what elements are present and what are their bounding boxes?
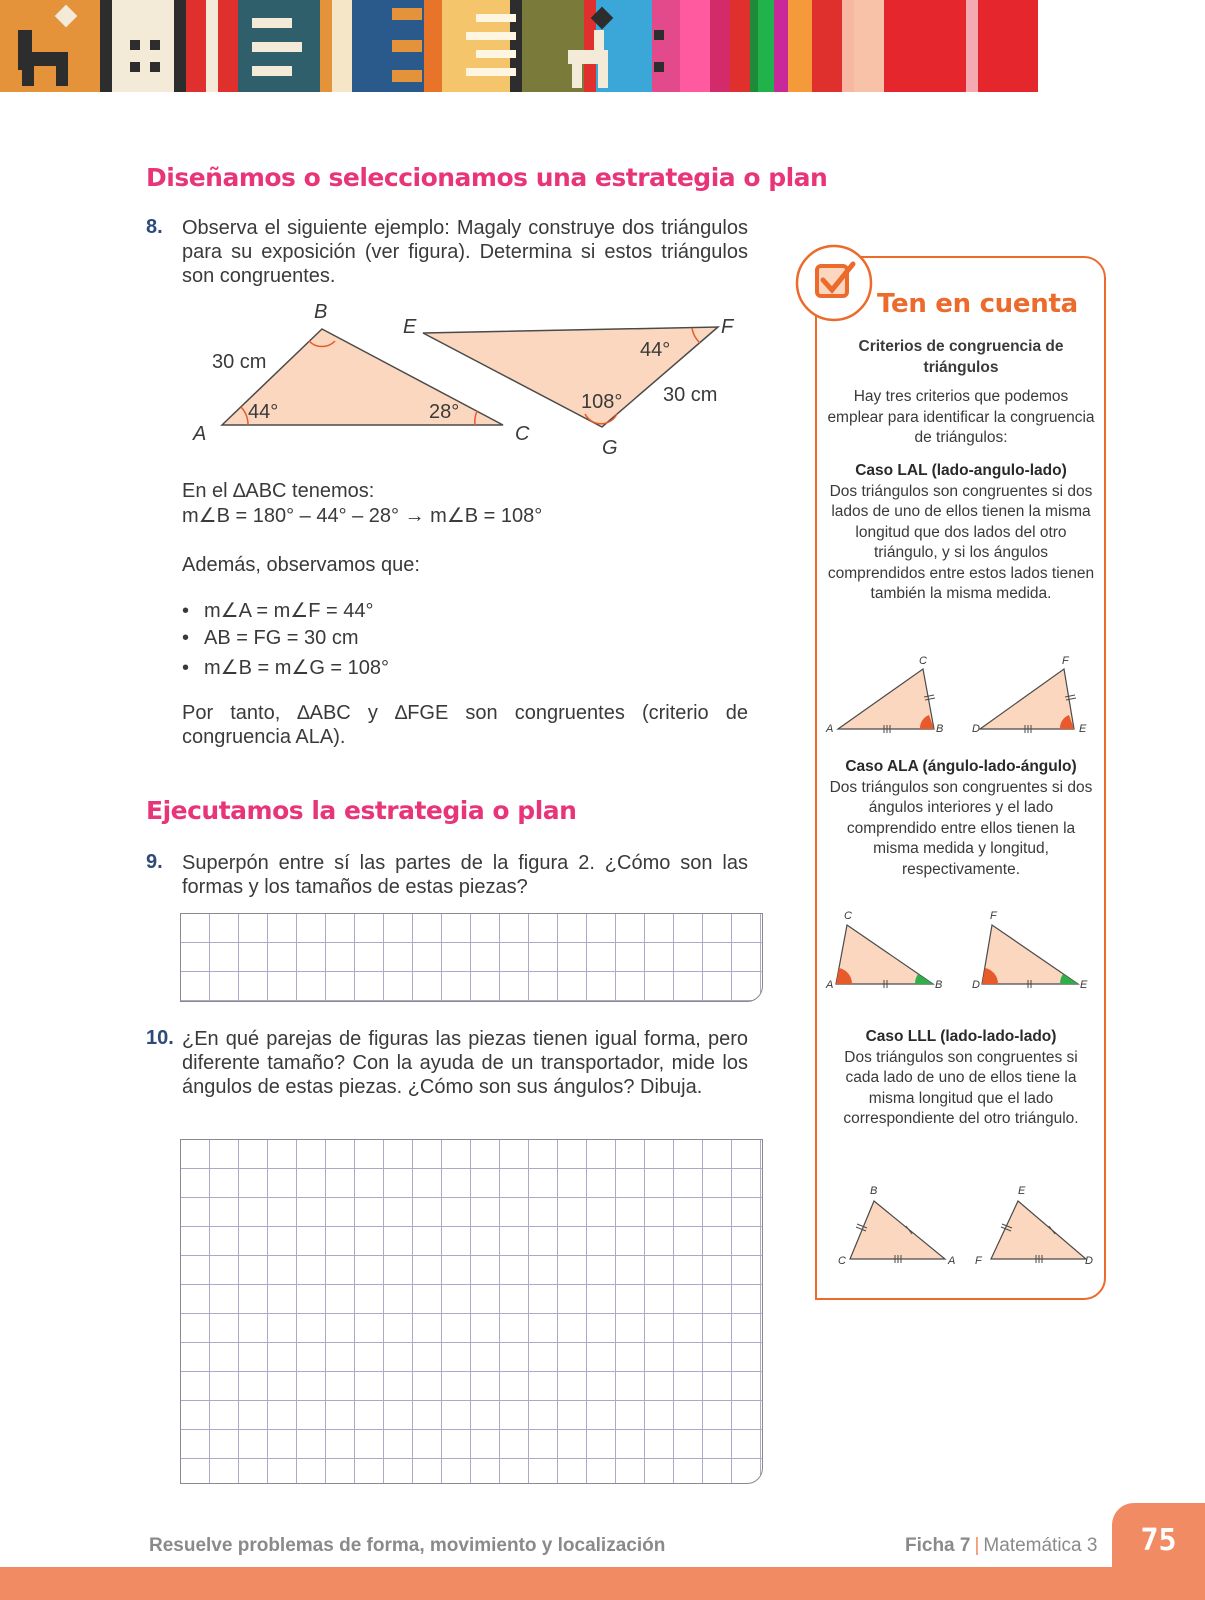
svg-text:B: B xyxy=(935,979,943,990)
sidebar-intro: Hay tres criterios que podemos emplear para identificar la congruencia de triángulos: xyxy=(827,388,1095,446)
page-number: 75 xyxy=(1140,1523,1177,1558)
svg-text:D: D xyxy=(1085,1255,1093,1267)
svg-text:C: C xyxy=(844,910,852,922)
case-lll xyxy=(826,1027,1096,1130)
side-label-fg: 30 cm xyxy=(663,384,718,406)
question-8-text: Observa el siguiente ejemplo: Magaly construye dos triángulos para su exposición (ver figura). Determina si estos triángulos son congruentes. xyxy=(182,217,748,287)
congruent-triangles-figure xyxy=(185,300,745,465)
svg-text:F: F xyxy=(990,910,997,922)
svg-text:C: C xyxy=(838,1255,846,1267)
banner-stripe xyxy=(966,0,978,92)
side-label-ab: 30 cm xyxy=(212,351,267,373)
section-heading-execute: Ejecutamos la estrategia o plan xyxy=(146,796,577,825)
banner-stripe xyxy=(730,0,750,92)
angle-label-a: 44° xyxy=(248,401,279,423)
footer-competency: Resuelve problemas de forma, movimiento y localización xyxy=(149,1535,666,1556)
banner-stripe xyxy=(758,0,774,92)
svg-text:F: F xyxy=(1062,655,1069,667)
case-lal xyxy=(826,461,1096,605)
vertex-label-a: A xyxy=(193,423,207,445)
footer-book-info xyxy=(905,1535,1097,1557)
case-lll-name: Caso LLL (lado-lado-lado) xyxy=(865,1028,1057,1045)
ala-triangles-figure xyxy=(820,908,1100,990)
vertex-label-g: G xyxy=(602,437,618,459)
angle-label-c: 28° xyxy=(429,401,460,423)
observation-intro: Además, observamos que: xyxy=(182,554,420,576)
footer-book: Matemática 3 xyxy=(983,1535,1098,1556)
banner-stripe xyxy=(842,0,854,92)
vertex-label-c: C xyxy=(515,423,530,445)
answer-grid-9[interactable] xyxy=(180,913,763,1002)
svg-text:E: E xyxy=(1079,723,1087,734)
case-ala-text: Dos triángulos son congruentes si dos ángulos interiores y el lado comprendido entre ellos tienen la misma medida y longitud, respectivamente. xyxy=(829,778,1093,878)
svg-text:D: D xyxy=(972,979,980,990)
svg-text:B: B xyxy=(870,1185,878,1197)
question-9-text: Superpón entre sí las partes de la figura 2. ¿Cómo son las formas y los tamaños de estas piezas? xyxy=(182,852,748,898)
svg-text:D: D xyxy=(972,723,980,734)
lal-triangles-figure xyxy=(820,652,1100,734)
svg-text:A: A xyxy=(826,979,834,990)
angle-label-f: 44° xyxy=(640,339,671,361)
footer-band xyxy=(0,1567,1205,1600)
banner-stripe xyxy=(812,0,842,92)
conclusion-text: Por tanto, ∆ABC y ∆FGE son congruentes (criterio de congruencia ALA). xyxy=(182,702,748,748)
case-lal-name: Caso LAL (lado-angulo-lado) xyxy=(855,462,1067,479)
case-lll-text: Dos triángulos son congruentes si cada lado de uno de ellos tiene la misma longitud que el lado correspondiente del otro triángulo. xyxy=(843,1048,1079,1127)
svg-text:F: F xyxy=(975,1255,982,1267)
checklist-icon xyxy=(795,244,873,322)
vertex-label-f: F xyxy=(721,316,734,338)
footer-ficha: Ficha 7 xyxy=(905,1535,971,1556)
question-number-8: 8. xyxy=(146,216,163,238)
abc-line: En el ∆ABC tenemos: xyxy=(182,480,375,502)
banner-stripe xyxy=(788,0,812,92)
case-lal-text: Dos triángulos son congruentes si dos lados de uno de ellos tienen la misma longitud que dos lados del otro triángulo, y si los ángulos comprendidos entre estos lados tienen también la misma medida. xyxy=(827,482,1095,602)
svg-text:A: A xyxy=(826,723,834,734)
angle-b-calculation: m∠B = 180° – 44° – 28° → m∠B = 108° xyxy=(182,505,543,527)
banner-stripe xyxy=(854,0,884,92)
banner-stripe xyxy=(774,0,788,92)
svg-text:A: A xyxy=(948,1255,956,1267)
sidebar-title: Ten en cuenta xyxy=(877,289,1078,319)
vertex-label-b: B xyxy=(314,301,328,323)
banner-pattern xyxy=(0,0,700,92)
section-heading-strategy: Diseñamos o seleccionamos una estrategia o plan xyxy=(146,163,828,192)
question-number-9: 9. xyxy=(146,851,163,873)
case-ala-name: Caso ALA (ángulo-lado-ángulo) xyxy=(845,758,1077,775)
banner-stripe xyxy=(710,0,730,92)
banner-stripe xyxy=(978,0,1038,92)
bullet-item: • m∠A = m∠F = 44° xyxy=(182,600,374,622)
vertex-label-e: E xyxy=(403,316,417,338)
svg-text:B: B xyxy=(936,723,944,734)
question-number-10: 10. xyxy=(146,1027,174,1049)
lll-triangles-figure xyxy=(820,1178,1100,1268)
bullet-item: • AB = FG = 30 cm xyxy=(182,627,359,649)
svg-text:C: C xyxy=(919,655,927,667)
bullet-item: • m∠B = m∠G = 108° xyxy=(182,657,390,679)
footer-separator: | xyxy=(974,1535,980,1556)
case-ala xyxy=(826,757,1096,880)
answer-grid-10[interactable] xyxy=(180,1139,763,1484)
banner-stripe xyxy=(884,0,966,92)
banner-stripe xyxy=(750,0,758,92)
svg-text:E: E xyxy=(1018,1185,1026,1197)
angle-label-g: 108° xyxy=(581,391,623,413)
svg-text:E: E xyxy=(1080,979,1088,990)
question-10-text: ¿En qué parejas de figuras las piezas tienen igual forma, pero diferente tamaño? Con la ayuda de un transportador, mide los ángulos de estas piezas. ¿Cómo son sus ángulos? Dibuja. xyxy=(182,1028,748,1098)
sidebar-subtitle: Criterios de congruencia de triángulos xyxy=(858,338,1064,376)
